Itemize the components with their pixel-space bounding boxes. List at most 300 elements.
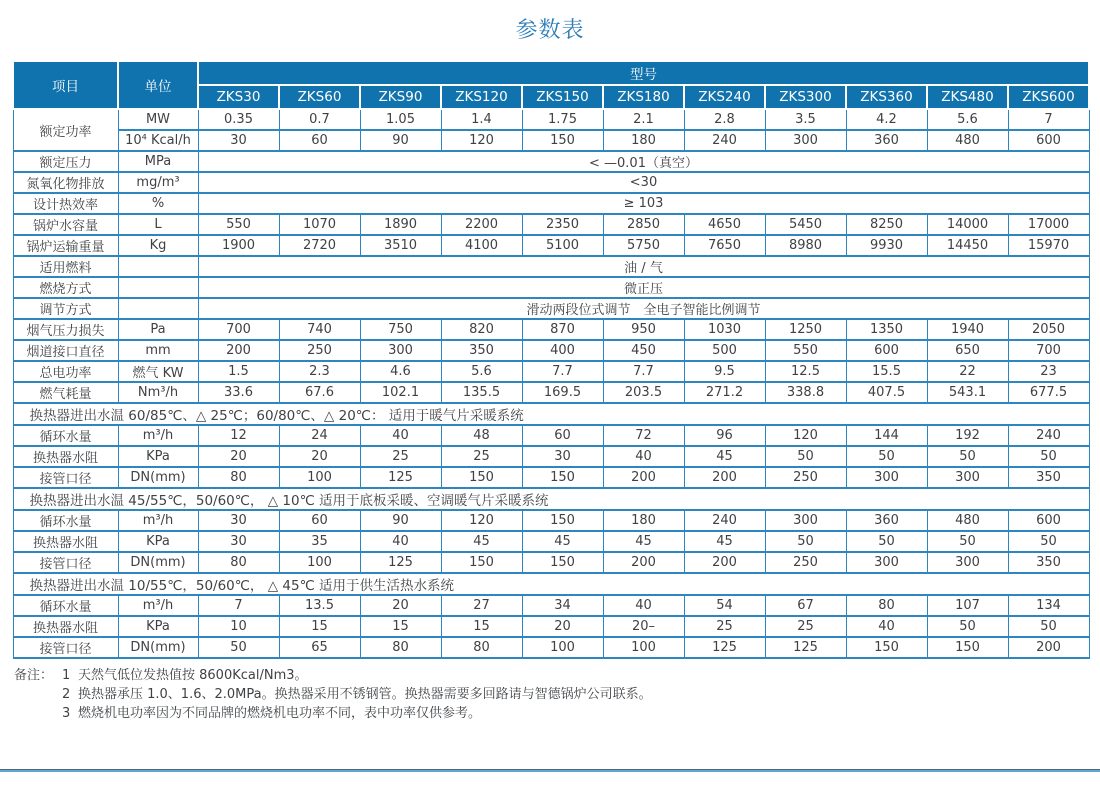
cell-value: 35 bbox=[279, 531, 360, 552]
section-row bbox=[13, 488, 1089, 510]
cell-value: 600 bbox=[1008, 510, 1089, 531]
cell-value: 120 bbox=[441, 510, 522, 531]
table-row bbox=[13, 446, 1089, 467]
cell-value: 360 bbox=[846, 510, 927, 531]
cell-value: 60 bbox=[522, 425, 603, 446]
note-text: 天然气低位发热值按 8600Kcal/Nm3。 bbox=[78, 668, 308, 683]
cell-value: 2350 bbox=[522, 214, 603, 235]
cell-value: 2720 bbox=[279, 235, 360, 256]
cell-value: 1890 bbox=[360, 214, 441, 235]
row-label: 循环水量 bbox=[13, 595, 118, 616]
cell-value: 300 bbox=[927, 467, 1008, 488]
table-row bbox=[13, 214, 1089, 235]
table-row bbox=[13, 151, 1089, 172]
cell-value: 120 bbox=[441, 130, 522, 151]
table-row bbox=[13, 340, 1089, 361]
row-unit: 燃气 KW bbox=[118, 361, 198, 382]
cell-value: 100 bbox=[522, 637, 603, 658]
cell-value: 7650 bbox=[684, 235, 765, 256]
cell-value: 14000 bbox=[927, 214, 1008, 235]
col-header-model: ZKS30 bbox=[198, 85, 279, 109]
note-number: 2 bbox=[62, 687, 71, 702]
cell-value: 150 bbox=[441, 552, 522, 573]
table-row bbox=[13, 172, 1089, 193]
cell-value: 180 bbox=[603, 130, 684, 151]
cell-value: 480 bbox=[927, 130, 1008, 151]
section-title: 换热器进出水温 45/55℃，50/60℃， △ 10℃ 适用于底板采暖、空调暖气片采暖系统 bbox=[13, 488, 1089, 510]
cell-value: 15.5 bbox=[846, 361, 927, 382]
cell-value: 80 bbox=[198, 467, 279, 488]
cell-value: 96 bbox=[684, 425, 765, 446]
cell-value: 20 bbox=[360, 595, 441, 616]
cell-value: 23 bbox=[1008, 361, 1089, 382]
cell-value: 50 bbox=[765, 446, 846, 467]
cell-value: 40 bbox=[603, 595, 684, 616]
cell-value: 150 bbox=[846, 637, 927, 658]
row-unit: DN(mm) bbox=[118, 637, 198, 658]
cell-value: 600 bbox=[1008, 130, 1089, 151]
row-label: 额定功率 bbox=[13, 109, 118, 151]
cell-value: 67.6 bbox=[279, 382, 360, 403]
note-item bbox=[62, 704, 652, 723]
section-title: 换热器进出水温 10/55℃，50/60℃， △ 45℃ 适用于供生活热水系统 bbox=[13, 573, 1089, 595]
cell-value: 250 bbox=[279, 340, 360, 361]
cell-value: 50 bbox=[1008, 446, 1089, 467]
row-unit: Kg bbox=[118, 235, 198, 256]
row-label: 烟道接口直径 bbox=[13, 340, 118, 361]
cell-value: 50 bbox=[846, 531, 927, 552]
cell-value: 90 bbox=[360, 510, 441, 531]
table-row bbox=[13, 235, 1089, 256]
cell-value: 870 bbox=[522, 319, 603, 340]
cell-value: 2.3 bbox=[279, 361, 360, 382]
cell-value: 15 bbox=[441, 616, 522, 637]
col-header-unit: 单位 bbox=[118, 61, 198, 109]
cell-value: 15 bbox=[279, 616, 360, 637]
cell-value: 45 bbox=[441, 531, 522, 552]
cell-value: 60 bbox=[279, 130, 360, 151]
col-header-model: ZKS300 bbox=[765, 85, 846, 109]
cell-value: 400 bbox=[522, 340, 603, 361]
cell-value: 700 bbox=[1008, 340, 1089, 361]
col-header-item: 项目 bbox=[13, 61, 118, 109]
cell-value: 25 bbox=[765, 616, 846, 637]
cell-value: 300 bbox=[846, 552, 927, 573]
cell-value: 338.8 bbox=[765, 382, 846, 403]
cell-value: 750 bbox=[360, 319, 441, 340]
cell-value: 5750 bbox=[603, 235, 684, 256]
section-row bbox=[13, 573, 1089, 595]
table-row bbox=[13, 298, 1089, 319]
cell-value: 300 bbox=[765, 510, 846, 531]
spec-table bbox=[12, 60, 1090, 659]
cell-value: 20– bbox=[603, 616, 684, 637]
cell-value: 1070 bbox=[279, 214, 360, 235]
row-unit: L bbox=[118, 214, 198, 235]
cell-value: 67 bbox=[765, 595, 846, 616]
table-row bbox=[13, 193, 1089, 214]
row-label: 接管口径 bbox=[13, 637, 118, 658]
cell-value: 2.1 bbox=[603, 109, 684, 130]
col-header-model: ZKS600 bbox=[1008, 85, 1089, 109]
cell-value: 250 bbox=[765, 467, 846, 488]
cell-value: 7 bbox=[1008, 109, 1089, 130]
cell-value: 50 bbox=[846, 446, 927, 467]
cell-value: 1.4 bbox=[441, 109, 522, 130]
cell-value: 12.5 bbox=[765, 361, 846, 382]
cell-value: 740 bbox=[279, 319, 360, 340]
cell-merged-value: 油 / 气 bbox=[198, 256, 1089, 277]
cell-value: 550 bbox=[198, 214, 279, 235]
table-row bbox=[13, 531, 1089, 552]
table-row bbox=[13, 637, 1089, 658]
cell-merged-value: < —0.01（真空） bbox=[198, 151, 1089, 172]
cell-value: 350 bbox=[1008, 552, 1089, 573]
cell-value: 8250 bbox=[846, 214, 927, 235]
table-row bbox=[13, 319, 1089, 340]
cell-value: 40 bbox=[603, 446, 684, 467]
note-text: 燃烧机电功率因为不同品牌的燃烧机电功率不同，表中功率仅供参考。 bbox=[78, 706, 482, 721]
cell-value: 135.5 bbox=[441, 382, 522, 403]
cell-value: 9.5 bbox=[684, 361, 765, 382]
table-row bbox=[13, 510, 1089, 531]
table-row bbox=[13, 130, 1089, 151]
cell-merged-value: 滑动两段位式调节 全电子智能比例调节 bbox=[198, 298, 1089, 319]
cell-value: 50 bbox=[927, 531, 1008, 552]
col-header-model: ZKS480 bbox=[927, 85, 1008, 109]
cell-value: 50 bbox=[927, 446, 1008, 467]
cell-value: 150 bbox=[522, 510, 603, 531]
row-label: 燃烧方式 bbox=[13, 277, 118, 298]
cell-value: 50 bbox=[1008, 616, 1089, 637]
cell-value: 1350 bbox=[846, 319, 927, 340]
cell-value: 125 bbox=[684, 637, 765, 658]
cell-value: 4.6 bbox=[360, 361, 441, 382]
cell-value: 54 bbox=[684, 595, 765, 616]
cell-value: 10 bbox=[198, 616, 279, 637]
table-header-row-1 bbox=[13, 61, 1089, 85]
row-label: 换热器水阻 bbox=[13, 531, 118, 552]
section-row bbox=[13, 403, 1089, 425]
cell-value: 3510 bbox=[360, 235, 441, 256]
cell-value: 7 bbox=[198, 595, 279, 616]
cell-value: 45 bbox=[603, 531, 684, 552]
row-label: 烟气压力损失 bbox=[13, 319, 118, 340]
row-label: 总电功率 bbox=[13, 361, 118, 382]
table-row bbox=[13, 425, 1089, 446]
cell-value: 240 bbox=[1008, 425, 1089, 446]
row-unit: % bbox=[118, 193, 198, 214]
cell-value: 144 bbox=[846, 425, 927, 446]
cell-value: 543.1 bbox=[927, 382, 1008, 403]
cell-value: 30 bbox=[198, 510, 279, 531]
cell-value: 150 bbox=[927, 637, 1008, 658]
cell-value: 40 bbox=[360, 425, 441, 446]
cell-value: 700 bbox=[198, 319, 279, 340]
cell-value: 125 bbox=[360, 552, 441, 573]
cell-value: 200 bbox=[603, 552, 684, 573]
row-label: 设计热效率 bbox=[13, 193, 118, 214]
cell-value: 80 bbox=[846, 595, 927, 616]
cell-value: 180 bbox=[603, 510, 684, 531]
col-header-model: ZKS90 bbox=[360, 85, 441, 109]
cell-value: 677.5 bbox=[1008, 382, 1089, 403]
table-row bbox=[13, 361, 1089, 382]
cell-merged-value: ≥ 103 bbox=[198, 193, 1089, 214]
cell-value: 1940 bbox=[927, 319, 1008, 340]
cell-value: 200 bbox=[684, 467, 765, 488]
cell-value: 107 bbox=[927, 595, 1008, 616]
bottom-divider-light-line bbox=[0, 770, 1100, 772]
row-unit: MW bbox=[118, 109, 198, 130]
note-item bbox=[62, 666, 652, 685]
cell-value: 7.7 bbox=[603, 361, 684, 382]
cell-value: 120 bbox=[765, 425, 846, 446]
cell-value: 550 bbox=[765, 340, 846, 361]
cell-value: 50 bbox=[198, 637, 279, 658]
table-row bbox=[13, 616, 1089, 637]
cell-value: 72 bbox=[603, 425, 684, 446]
cell-value: 45 bbox=[684, 446, 765, 467]
row-label: 额定压力 bbox=[13, 151, 118, 172]
row-label: 换热器水阻 bbox=[13, 616, 118, 637]
section-title: 换热器进出水温 60/85℃、△ 25℃；60/80℃、△ 20℃： 适用于暖气片采暖系统 bbox=[13, 403, 1089, 425]
row-unit: Pa bbox=[118, 319, 198, 340]
cell-value: 80 bbox=[441, 637, 522, 658]
row-unit: mg/m³ bbox=[118, 172, 198, 193]
row-unit bbox=[118, 277, 198, 298]
row-unit: KPa bbox=[118, 446, 198, 467]
notes-label: 备注： bbox=[14, 668, 54, 683]
row-unit bbox=[118, 298, 198, 319]
row-label: 循环水量 bbox=[13, 425, 118, 446]
cell-merged-value: 微正压 bbox=[198, 277, 1089, 298]
cell-value: 4650 bbox=[684, 214, 765, 235]
col-header-model-group: 型号 bbox=[198, 61, 1089, 85]
row-unit: Nm³/h bbox=[118, 382, 198, 403]
cell-value: 20 bbox=[522, 616, 603, 637]
cell-value: 40 bbox=[360, 531, 441, 552]
row-unit: DN(mm) bbox=[118, 552, 198, 573]
cell-value: 45 bbox=[684, 531, 765, 552]
cell-value: 500 bbox=[684, 340, 765, 361]
cell-value: 100 bbox=[603, 637, 684, 658]
cell-value: 45 bbox=[522, 531, 603, 552]
cell-value: 407.5 bbox=[846, 382, 927, 403]
cell-value: 1.75 bbox=[522, 109, 603, 130]
table-row bbox=[13, 109, 1089, 130]
cell-value: 480 bbox=[927, 510, 1008, 531]
cell-value: 20 bbox=[279, 446, 360, 467]
cell-value: 350 bbox=[1008, 467, 1089, 488]
cell-value: 15970 bbox=[1008, 235, 1089, 256]
col-header-model: ZKS60 bbox=[279, 85, 360, 109]
cell-value: 2850 bbox=[603, 214, 684, 235]
cell-value: 650 bbox=[927, 340, 1008, 361]
spec-table-head bbox=[13, 61, 1089, 109]
note-number: 1 bbox=[62, 668, 71, 683]
cell-value: 5100 bbox=[522, 235, 603, 256]
note-text: 换热器承压 1.0、1.6、2.0MPa。换热器采用不锈钢管。换热器需要多回路请与智德锅炉公司联系。 bbox=[78, 687, 652, 702]
cell-value: 30 bbox=[198, 531, 279, 552]
cell-value: 169.5 bbox=[522, 382, 603, 403]
row-unit: 10⁴ Kcal/h bbox=[118, 130, 198, 151]
cell-value: 240 bbox=[684, 130, 765, 151]
row-unit: m³/h bbox=[118, 425, 198, 446]
cell-value: 134 bbox=[1008, 595, 1089, 616]
row-label: 循环水量 bbox=[13, 510, 118, 531]
cell-value: 192 bbox=[927, 425, 1008, 446]
note-number: 3 bbox=[62, 706, 71, 721]
cell-value: 80 bbox=[360, 637, 441, 658]
cell-value: 200 bbox=[684, 552, 765, 573]
cell-value: 203.5 bbox=[603, 382, 684, 403]
cell-value: 240 bbox=[684, 510, 765, 531]
table-row bbox=[13, 277, 1089, 298]
cell-value: 50 bbox=[927, 616, 1008, 637]
col-header-model: ZKS360 bbox=[846, 85, 927, 109]
cell-value: 100 bbox=[279, 552, 360, 573]
row-unit: DN(mm) bbox=[118, 467, 198, 488]
table-row bbox=[13, 467, 1089, 488]
table-row bbox=[13, 382, 1089, 403]
cell-value: 8980 bbox=[765, 235, 846, 256]
cell-value: 17000 bbox=[1008, 214, 1089, 235]
cell-value: 65 bbox=[279, 637, 360, 658]
table-row bbox=[13, 595, 1089, 616]
cell-value: 60 bbox=[279, 510, 360, 531]
cell-value: 300 bbox=[927, 552, 1008, 573]
notes-items bbox=[62, 666, 652, 723]
cell-value: 200 bbox=[1008, 637, 1089, 658]
cell-value: 9930 bbox=[846, 235, 927, 256]
row-unit: KPa bbox=[118, 616, 198, 637]
cell-value: 22 bbox=[927, 361, 1008, 382]
row-unit: MPa bbox=[118, 151, 198, 172]
cell-value: 271.2 bbox=[684, 382, 765, 403]
row-label: 锅炉运输重量 bbox=[13, 235, 118, 256]
cell-value: 30 bbox=[522, 446, 603, 467]
cell-value: 150 bbox=[522, 467, 603, 488]
row-label: 锅炉水容量 bbox=[13, 214, 118, 235]
cell-value: 15 bbox=[360, 616, 441, 637]
row-label: 调节方式 bbox=[13, 298, 118, 319]
cell-value: 350 bbox=[441, 340, 522, 361]
cell-value: 200 bbox=[603, 467, 684, 488]
cell-value: 2.8 bbox=[684, 109, 765, 130]
cell-value: 7.7 bbox=[522, 361, 603, 382]
cell-value: 20 bbox=[198, 446, 279, 467]
cell-value: 33.6 bbox=[198, 382, 279, 403]
row-label: 适用燃料 bbox=[13, 256, 118, 277]
cell-value: 150 bbox=[522, 130, 603, 151]
cell-value: 102.1 bbox=[360, 382, 441, 403]
cell-value: 0.35 bbox=[198, 109, 279, 130]
cell-value: 1.5 bbox=[198, 361, 279, 382]
cell-merged-value: <30 bbox=[198, 172, 1089, 193]
cell-value: 1900 bbox=[198, 235, 279, 256]
row-label: 氮氧化物排放 bbox=[13, 172, 118, 193]
cell-value: 80 bbox=[198, 552, 279, 573]
col-header-model: ZKS120 bbox=[441, 85, 522, 109]
cell-value: 125 bbox=[360, 467, 441, 488]
cell-value: 1250 bbox=[765, 319, 846, 340]
col-header-model: ZKS240 bbox=[684, 85, 765, 109]
cell-value: 30 bbox=[198, 130, 279, 151]
cell-value: 4.2 bbox=[846, 109, 927, 130]
col-header-model: ZKS150 bbox=[522, 85, 603, 109]
note-item bbox=[62, 685, 652, 704]
page-title: 参数表 bbox=[515, 18, 585, 43]
cell-value: 300 bbox=[765, 130, 846, 151]
row-unit: m³/h bbox=[118, 510, 198, 531]
bottom-divider bbox=[0, 769, 1100, 772]
cell-value: 600 bbox=[846, 340, 927, 361]
cell-value: 0.7 bbox=[279, 109, 360, 130]
row-unit: KPa bbox=[118, 531, 198, 552]
cell-value: 24 bbox=[279, 425, 360, 446]
row-unit: m³/h bbox=[118, 595, 198, 616]
cell-value: 50 bbox=[1008, 531, 1089, 552]
cell-value: 13.5 bbox=[279, 595, 360, 616]
cell-value: 12 bbox=[198, 425, 279, 446]
cell-value: 200 bbox=[198, 340, 279, 361]
cell-value: 150 bbox=[522, 552, 603, 573]
cell-value: 50 bbox=[765, 531, 846, 552]
cell-value: 2050 bbox=[1008, 319, 1089, 340]
notes-block bbox=[14, 666, 1100, 723]
cell-value: 5.6 bbox=[927, 109, 1008, 130]
table-row bbox=[13, 552, 1089, 573]
row-unit: mm bbox=[118, 340, 198, 361]
cell-value: 25 bbox=[360, 446, 441, 467]
cell-value: 450 bbox=[603, 340, 684, 361]
cell-value: 34 bbox=[522, 595, 603, 616]
row-label: 接管口径 bbox=[13, 552, 118, 573]
row-label: 燃气耗量 bbox=[13, 382, 118, 403]
cell-value: 300 bbox=[846, 467, 927, 488]
cell-value: 150 bbox=[441, 467, 522, 488]
cell-value: 820 bbox=[441, 319, 522, 340]
cell-value: 4100 bbox=[441, 235, 522, 256]
cell-value: 950 bbox=[603, 319, 684, 340]
cell-value: 1030 bbox=[684, 319, 765, 340]
cell-value: 100 bbox=[279, 467, 360, 488]
cell-value: 25 bbox=[441, 446, 522, 467]
cell-value: 5.6 bbox=[441, 361, 522, 382]
cell-value: 14450 bbox=[927, 235, 1008, 256]
row-label: 换热器水阻 bbox=[13, 446, 118, 467]
spec-table-body bbox=[13, 109, 1089, 658]
cell-value: 90 bbox=[360, 130, 441, 151]
col-header-model: ZKS180 bbox=[603, 85, 684, 109]
cell-value: 1.05 bbox=[360, 109, 441, 130]
cell-value: 48 bbox=[441, 425, 522, 446]
cell-value: 40 bbox=[846, 616, 927, 637]
cell-value: 125 bbox=[765, 637, 846, 658]
cell-value: 27 bbox=[441, 595, 522, 616]
cell-value: 300 bbox=[360, 340, 441, 361]
cell-value: 2200 bbox=[441, 214, 522, 235]
cell-value: 250 bbox=[765, 552, 846, 573]
cell-value: 3.5 bbox=[765, 109, 846, 130]
table-row bbox=[13, 256, 1089, 277]
row-unit bbox=[118, 256, 198, 277]
cell-value: 25 bbox=[684, 616, 765, 637]
cell-value: 360 bbox=[846, 130, 927, 151]
cell-value: 5450 bbox=[765, 214, 846, 235]
row-label: 接管口径 bbox=[13, 467, 118, 488]
